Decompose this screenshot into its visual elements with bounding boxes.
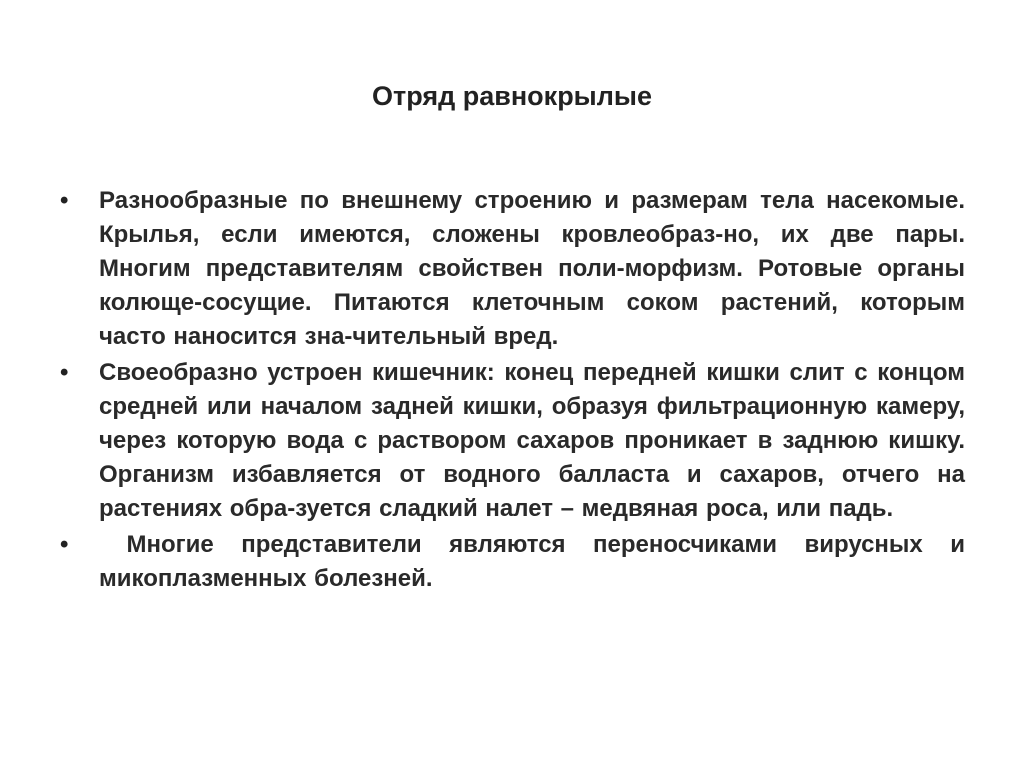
bullet-dot-icon: • [60,359,69,386]
bullet-text: Многие представители являются переносчиками вирусных и микоплазменных болезней. [99,531,973,592]
slide-title: Отряд равнокрылые [372,81,652,111]
bullet-dot-icon: • [60,531,69,558]
bullet-dot-icon: • [60,187,69,214]
bullet-item [0,184,1024,354]
bullet-item [0,528,1024,596]
bullet-text: Своеобразно устроен кишечник: конец передней кишки слит с концом средней или началом задней кишки, образуя фильтрационную камеру, через которую вода с раствором сахаров проникает в заднюю кишку. Организм избавляется от водного балласта и сахаров, отчего на растениях обра-зуется сладкий налет – медвяная роса, или падь. [99,359,965,522]
bullet-text: Разнообразные по внешнему строению и размерам тела насекомые. Крылья, если имеются, сложены кровлеобраз-но, их две пары. Многим представителям свойствен поли-морфизм. Ротовые органы колюще-сосущие. Питаются клеточным соком растений, которым часто наносится зна-чительный вред. [99,187,965,350]
bullet-list [0,184,1024,598]
bullet-item [0,356,1024,526]
